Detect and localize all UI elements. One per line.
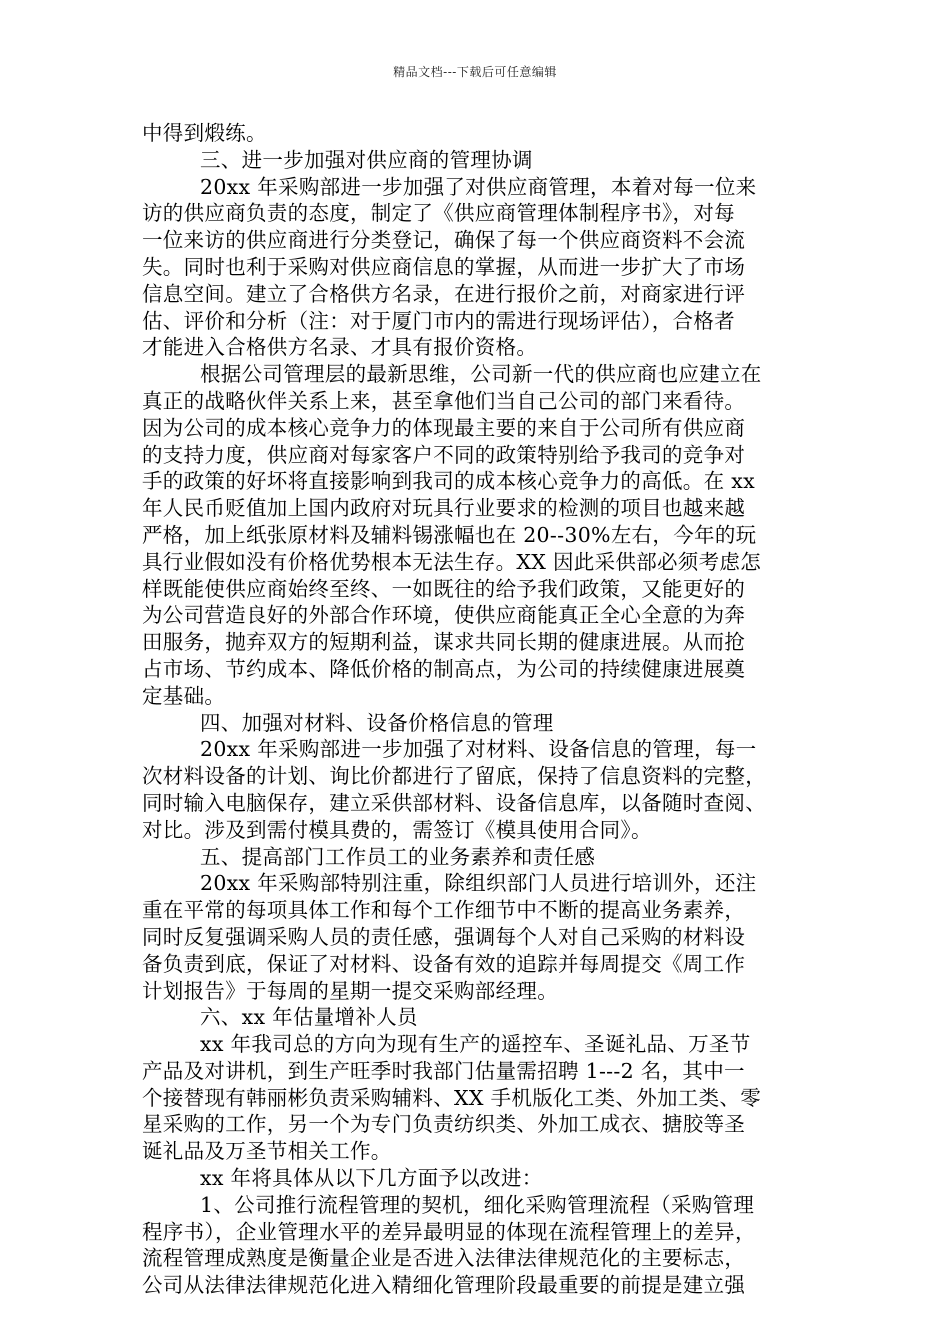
text-line: 同时反复强调采购人员的责任感，强调每个人对自己采购的材料设 — [142, 924, 746, 949]
text-line: 真正的战略伙伴关系上来，甚至拿他们当自己公司的部门来看待。 — [142, 388, 746, 413]
text-line: 诞礼品及万圣节相关工作。 — [142, 1139, 392, 1164]
text-line: 为公司营造良好的外部合作环境，使供应商能真正全心全意的为奔 — [142, 603, 746, 628]
text-line: 估、评价和分析（注：对于厦门市内的需进行现场评估），合格者 — [142, 308, 735, 333]
text-line: 一位来访的供应商进行分类登记，确保了每一个供应商资料不会流 — [142, 228, 746, 253]
text-line: 计划报告》于每周的星期一提交采购部经理。 — [142, 978, 558, 1003]
text-line: 产品及对讲机，到生产旺季时我部门估量需招聘 1---2 名，其中一 — [142, 1058, 745, 1083]
text-line: 具行业假如没有价格优势根本无法生存。XX 因此采供部必须考虑怎 — [142, 549, 762, 574]
text-line: 占市场、节约成本、降低价格的制高点，为公司的持续健康进展奠 — [142, 656, 746, 681]
text-line: 备负责到底，保证了对材料、设备有效的追踪并每周提交《周工作 — [142, 951, 746, 976]
text-line: 同时输入电脑保存，建立采供部材料、设备信息库，以备随时查阅、 — [142, 790, 766, 815]
text-line: 20xx 年采购部进一步加强了对供应商管理，本着对每一位来 — [200, 174, 757, 199]
text-line: 严格，加上纸张原材料及辅料锡涨幅也在 20--30%左右，今年的玩 — [142, 522, 757, 547]
page-header: 精品文档---下载后可任意编辑 — [393, 65, 557, 79]
text-line: 三、进一步加强对供应商的管理协调 — [200, 147, 533, 172]
text-line: 星采购的工作，另一个为专门负责纺织类、外加工成衣、搪胶等圣 — [142, 1112, 746, 1137]
text-line: 公司从法律法律规范化进入精细化管理阶段最重要的前提是建立强 — [142, 1273, 746, 1298]
text-line: 样既能使供应商始终至终、一如既往的给予我们政策，又能更好的 — [142, 576, 746, 601]
document-body — [142, 120, 814, 1299]
text-line: 中得到煅练。 — [142, 121, 267, 145]
text-line: 四、加强对材料、设备价格信息的管理 — [200, 710, 554, 735]
text-line: 才能进入合格供方名录、才具有报价资格。 — [142, 335, 538, 360]
text-line: 个接替现有韩丽彬负责采购辅料、XX 手机版化工类、外加工类、零 — [142, 1085, 762, 1110]
text-line: 年人民币贬值加上国内政府对玩具行业要求的检测的项目也越来越 — [142, 496, 746, 521]
text-line: 程序书），企业管理水平的差异最明显的体现在流程管理上的差异， — [142, 1219, 756, 1244]
text-line: 20xx 年采购部特别注重，除组织部门人员进行培训外，还注 — [200, 871, 757, 896]
text-line: 访的供应商负责的态度，制定了《供应商管理体制程序书》，对每 — [142, 201, 735, 226]
text-line: 1、公司推行流程管理的契机，细化采购管理流程（采购管理 — [200, 1192, 755, 1217]
text-line: xx 年我司总的方向为现有生产的遥控车、圣诞礼品、万圣节 — [200, 1032, 751, 1057]
text-line: 六、xx 年估量增补人员 — [200, 1005, 418, 1030]
text-line: 对比。涉及到需付模具费的，需签订《模具使用合同》。 — [142, 817, 652, 842]
text-line: 手的政策的好坏将直接影响到我司的成本核心竞争力的高低。在 xx — [142, 469, 755, 494]
text-line: 根据公司管理层的最新思维，公司新一代的供应商也应建立在 — [200, 362, 762, 387]
text-line: 信息空间。建立了合格供方名录，在进行报价之前，对商家进行评 — [142, 281, 746, 306]
text-line: 流程管理成熟度是衡量企业是否进入法律法律规范化的主要标志， — [142, 1246, 746, 1271]
text-line: 20xx 年采购部进一步加强了对材料、设备信息的管理，每一 — [200, 737, 757, 762]
text-line: 定基础。 — [142, 683, 226, 708]
text-line: 五、提高部门工作员工的业务素养和责任感 — [200, 844, 596, 869]
text-line: 田服务，抛弃双方的短期利益，谋求共同长期的健康进展。从而抢 — [142, 630, 746, 655]
text-line: 失。同时也利于采购对供应商信息的掌握，从而进一步扩大了市场 — [142, 254, 746, 279]
text-line: xx 年将具体从以下几方面予以改进： — [200, 1166, 543, 1191]
text-line: 重在平常的每项具体工作和每个工作细节中不断的提高业务素养， — [142, 898, 746, 923]
text-line: 次材料设备的计划、询比价都进行了留底，保持了信息资料的完整， — [142, 764, 766, 789]
text-line: 的支持力度，供应商对每家客户不同的政策特别给予我司的竞争对 — [142, 442, 746, 467]
text-line: 因为公司的成本核心竞争力的体现最主要的来自于公司所有供应商 — [142, 415, 746, 440]
